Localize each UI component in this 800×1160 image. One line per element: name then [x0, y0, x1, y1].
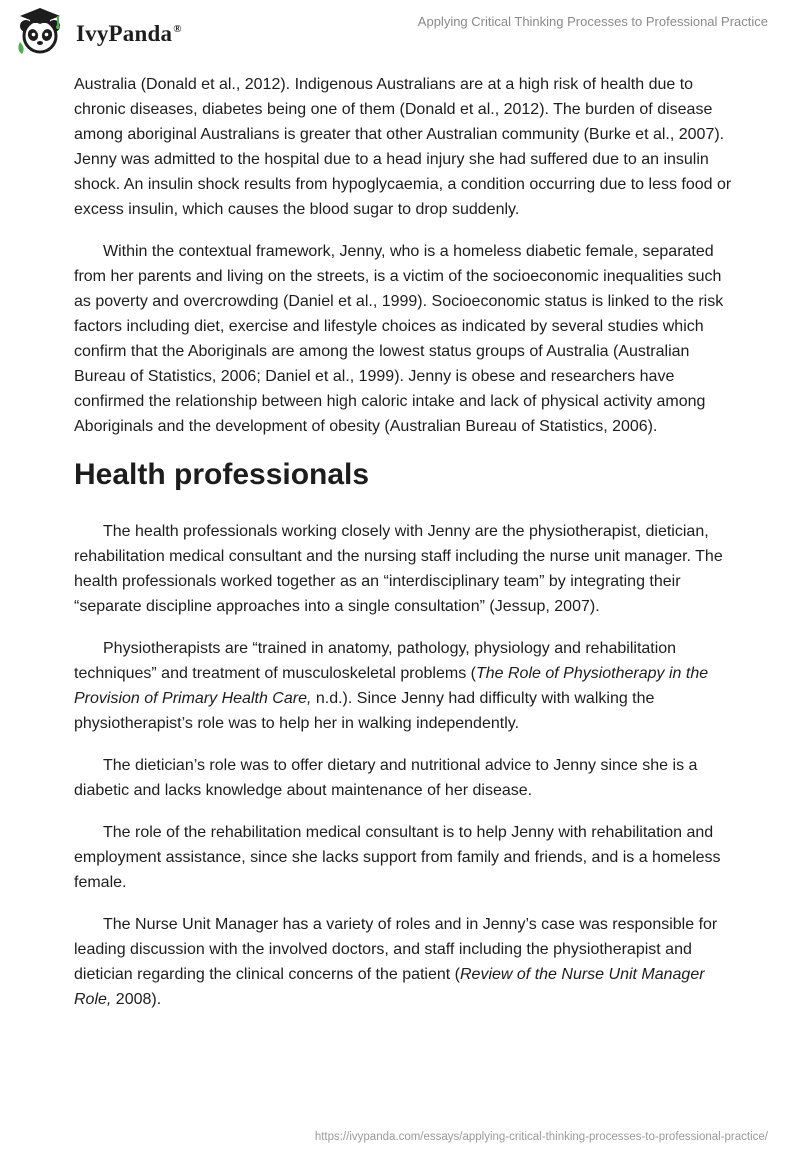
paragraph-7-text-b: 2008). [111, 991, 162, 1008]
page-header [0, 0, 800, 66]
paragraph-7 [74, 912, 734, 1012]
paragraph-4 [74, 636, 734, 736]
panda-graduate-icon [14, 6, 66, 56]
brand-logo[interactable] [14, 6, 182, 56]
paragraph-1: Australia (Donald et al., 2012). Indigenous Australians are at a high risk of health due to chronic diseases, diabetes being one of them (Donald et al., 2012). The burden of disease among aboriginal Australians is greater that other Australian community (Burke et al., 2007). Jenny was admitted to the hospital due to a head injury she had suffered due to an insulin shock. An insulin shock results from hypoglycaemia, a condition occurring due to less food or excess insulin, which causes the blood sugar to drop suddenly. [74, 76, 732, 218]
paragraph-7-citation-title: Review of the Nurse Unit Manager Role, [74, 966, 705, 1008]
source-url[interactable]: https://ivypanda.com/essays/applying-critical-thinking-processes-to-professional-practice/ [314, 1131, 768, 1143]
paragraph-4-text-a: Physiotherapists are “trained in anatomy, pathology, physiology and rehabilitation techniques” and treatment of musculoskeletal problems ( [74, 640, 677, 682]
paragraph-4-text-b: n.d.). Since Jenny had difficulty with walking the physiotherapist’s role was to help her in walking independently. [74, 690, 655, 732]
registered-mark: ® [173, 23, 182, 36]
brand-name: IvyPanda® [76, 21, 182, 46]
paragraph-5: The dietician’s role was to offer dietary and nutritional advice to Jenny since she is a diabetic and lacks knowledge about maintenance of her disease. [74, 757, 698, 799]
paragraph-6: The role of the rehabilitation medical consultant is to help Jenny with rehabilitation and employment assistance, since she lacks support from family and friends, and is a homeless female. [74, 824, 721, 891]
section-heading: Health professionals [74, 458, 370, 491]
paragraph-4-citation-title: The Role of Physiotherapy in the Provision of Primary Health Care, [74, 665, 709, 707]
paragraph-2: Within the contextual framework, Jenny, who is a homeless diabetic female, separated from her parents and living on the streets, is a victim of the socioeconomic inequalities such as poverty and overcrowding (Daniel et al., 1999). Socioeconomic status is linked to the risk factors including diet, exercise and lifestyle choices as indicated by several studies which confirm that the Aboriginals are among the lowest status groups of Australia (Australian Bureau of Statistics, 2006; Daniel et al., 1999). Jenny is obese and researchers have confirmed the relationship between high caloric intake and lack of physical activity among Aboriginals and the development of obesity (Australian Bureau of Statistics, 2006). [74, 243, 724, 435]
essay-content [74, 72, 734, 1029]
paragraph-3: The health professionals working closely with Jenny are the physiotherapist, dietician, rehabilitation medical consultant and the nursing staff including the nurse unit manager. The health professionals worked together as an “interdisciplinary team” by integrating their “separate discipline approaches into a single consultation” (Jessup, 2007). [74, 523, 723, 615]
document-title: Applying Critical Thinking Processes to Professional Practice [417, 14, 768, 29]
paragraph-7-text-a: The Nurse Unit Manager has a variety of roles and in Jenny’s case was responsible for leading discussion with the involved doctors, and staff including the physiotherapist and dietician regarding the clinical concerns of the patient ( [74, 916, 718, 983]
